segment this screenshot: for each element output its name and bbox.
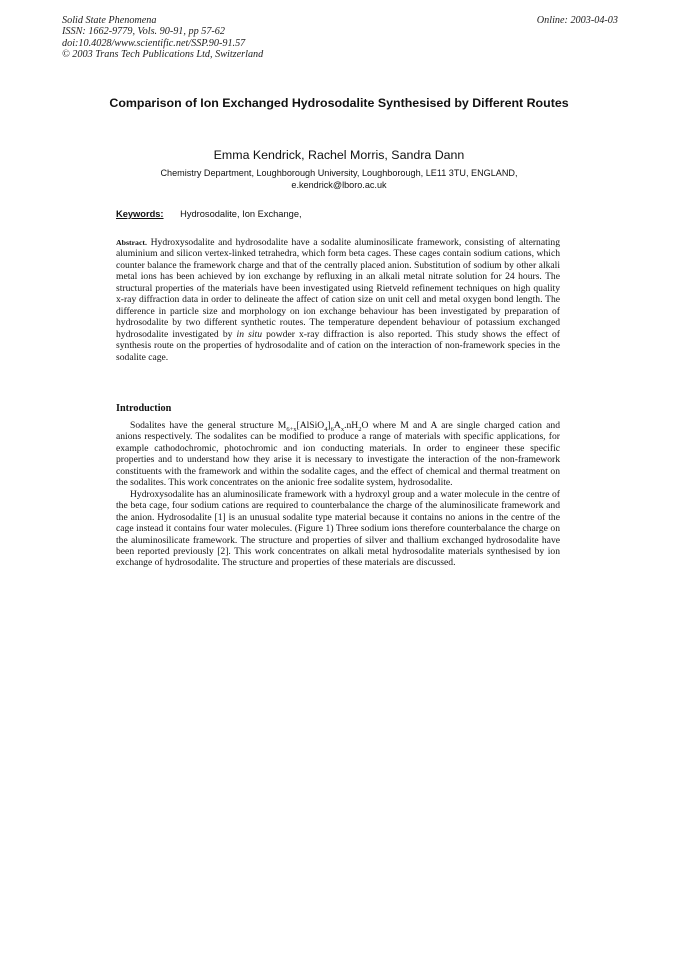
journal-name: Solid State Phenomena	[62, 15, 157, 26]
intro-paragraph-2: Hydroxysodalite has an aluminosilicate framework with a hydroxyl group and a water molecule in the centre of the beta cage, four sodium cations are required to counterbalance the charge of the aluminosilicate framework and the anion. Hydrosodalite [1] is an unusual sodalite type material because it contains no anions in the centre of the cage instead it contains four water molecules. (Figure 1) Three sodium ions therefore counterbalance the charge on the aluminosilicate framework. The structure and properties of silver and thallium exchanged hydrosodalite have been reported previously [2]. This work concentrates on alkali metal hydrosodalite materials synthesised by ion exchange of hydrosodalite. The structure and properties of these materials are discussed.	[116, 488, 560, 569]
copyright-line: © 2003 Trans Tech Publications Ltd, Switzerland	[62, 49, 264, 61]
issn-line: ISSN: 1662-9779, Vols. 90-91, pp 57-62	[62, 26, 225, 38]
online-date: Online: 2003-04-03	[536, 15, 618, 26]
abstract-italic: in situ	[236, 328, 262, 340]
introduction-body	[116, 420, 560, 569]
paper-title: Comparison of Ion Exchanged Hydrosodalite Synthesised by Different Routes	[109, 96, 569, 110]
affiliation: Chemistry Department, Loughborough University, Loughborough, LE11 3TU, ENGLAND,	[160, 168, 518, 178]
author-list: Emma Kendrick, Rachel Morris, Sandra Dann	[213, 148, 465, 162]
affiliation-block	[100, 168, 578, 191]
doi-line: doi:10.4028/www.scientific.net/SSP.90-91.57	[62, 37, 246, 49]
intro-paragraph-1: Sodalites have the general structure $M_{6+x}[AlSiO_4]_6A_x.nH_2O$ where M and A are single charged cation and anions respectively. The sodalites can be modified to produce a range of materials with specific applications, for example cathodochromic, photochromic and ion conducting materials. In order to engineer these specific properties and to understand how they arise it is necessary to investigate the interaction of the non-framework constituents with the framework and within the sodalite cages, and the effect of chemical and thermal treatment on the sodalites. This work concentrates on the anionic free sodalite system, hydrosodalite.	[116, 420, 560, 489]
abstract-label: Abstract.	[116, 238, 147, 247]
abstract-text-b: powder x-ray diffraction is also reported. This study shows the effect of synthesis route on the properties of hydrosodalite and of cation on the interaction of non-framework species in the sodalite cage.	[116, 328, 560, 363]
abstract	[116, 237, 560, 363]
keywords-value: Hydrosodalite, Ion Exchange,	[180, 209, 302, 219]
running-header	[62, 15, 618, 61]
introduction-heading: Introduction	[116, 403, 172, 414]
keywords-label: Keywords:	[116, 209, 164, 219]
keywords	[116, 209, 302, 219]
contact-email: e.kendrick@lboro.ac.uk	[291, 179, 387, 190]
abstract-text-a: Hydroxysodalite and hydrosodalite have a sodalite aluminosilicate framework, consisting of alternating aluminium and silicon vertex-linked tetrahedra, which form beta cages. These cages contain sodium cations, which counter balance the framework charge and that of the centrally placed anion. Substitution of sodium by other alkali metal ions has been achieved by ion exchange by refluxing in an alkali metal nitrate solution for 24 hours. The structural properties of the materials have been investigated using Rietveld refinement techniques on high quality x-ray diffraction data in order to delineate the affect of cation size on unit cell and metal oxygen bond length. The difference in particle size and morphology on ion exchange behaviour has been investigated by preparation of hydrosodalite by two different synthetic routes. The temperature dependent behaviour of potassium exchanged hydrosodalite investigated by	[116, 237, 560, 340]
